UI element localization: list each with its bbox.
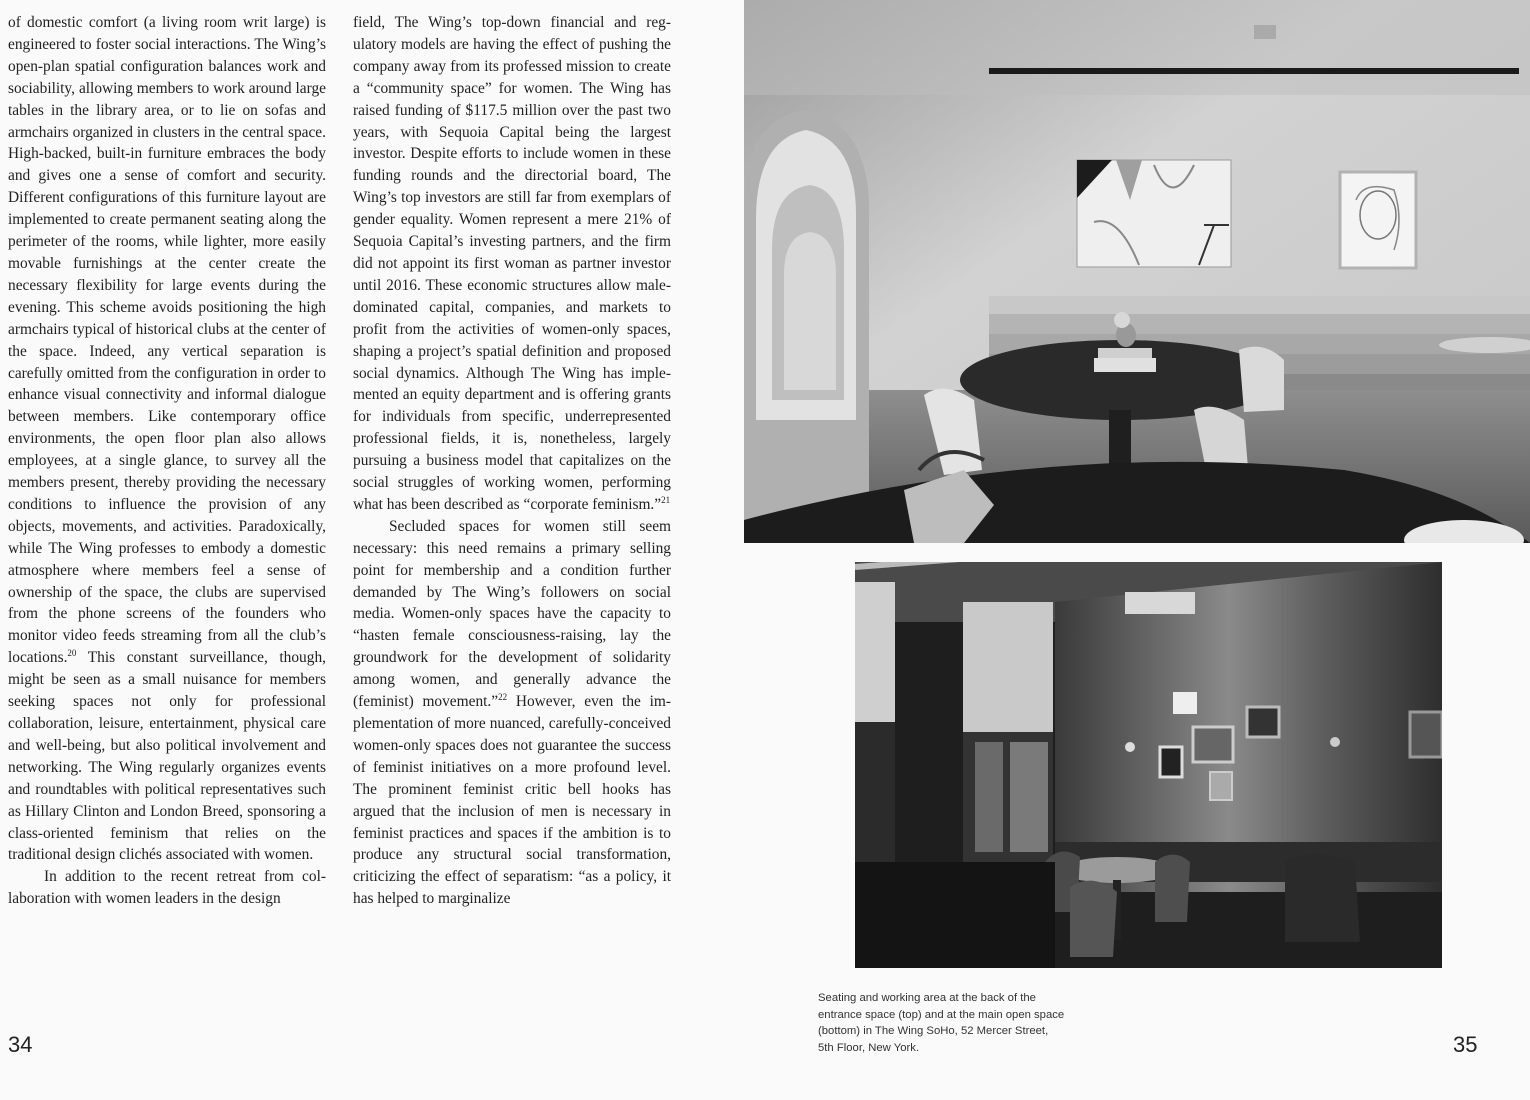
footnote-ref[interactable]: 22: [498, 692, 508, 703]
photo-top-illustration: [744, 0, 1530, 543]
footnote-ref[interactable]: 20: [67, 648, 77, 659]
page-number-right: 35: [1453, 1032, 1478, 1057]
caption-line: Seating and working area at the back of the: [818, 992, 1036, 1004]
caption-line: 5th Floor, New York.: [818, 1041, 920, 1054]
paragraph: Secluded spaces for women still seem necessary: this need remains a primary selling point for membership and a condition further demanded by The Wing’s followers on social media. Women-only spaces have the capacity to “hasten female consciousness-raising, lay the groundwork for the development of solidarity among women, and generally advance the (feminist) movement.”$^{22}$ However, even the implementation of more nuanced, carefully-conceived women-only spaces does not guarantee the success of feminist initiatives on a more profound level. The prominent feminist critic bell hooks has argued that the inclusion of men is necessary in feminist practices and spaces if the ambition is to produce any structural social transformation, criticizing the effect of separatism: “as a policy, it has helped to marginalize: [353, 517, 671, 908]
paragraph: In addition to the recent retreat from collaboration with women leaders in the design: [8, 868, 326, 908]
page-number-left: 34: [8, 1032, 33, 1057]
paragraph: field, The Wing’s top-down financial and regulatory models are having the effect of pushing the company away from its professed mission to create a “community space” for women. The Wing has raised funding of $117.5 million over the past two years, with Sequoia Capital being the largest investor. Despite efforts to include women in these funding rounds and the directorial board, The Wing’s top investors are still far from exemplars of gender equality. Women represent a mere 21% of Sequoia Capital’s investing partners, and the firm did not appoint its first woman as partner investor until 2016. These economic structures allow male-dominated capital, companies, and markets to profit from the activities of women-only spaces, shaping a project’s spatial definition and proposed social dynamics. Although The Wing has implemented an equity department and is offering grants for individuals from specific, underrepresented professional fields, it is, nonetheless, largely pursuing a business model that capitalizes on the social struggles of working women, performing what has been described as “corporate feminism.”$^{21}$: [353, 14, 671, 513]
caption-line: (bottom) in The Wing SoHo, 52 Mercer Street,: [818, 1025, 1049, 1037]
caption-line: entrance space (top) and at the main open space: [818, 1008, 1065, 1021]
text-column-2: [353, 12, 671, 910]
paragraph: of domestic comfort (a living room writ large) is engineered to foster social interactions. The Wing’s open-plan spatial configuration balances work and sociability, allowing members to work around large tables in the library area, or to lie on sofas and armchairs organized in clusters in the central space. High-backed, built-in furniture embraces the body and gives one a sense of comfort and security. Different configurations of this furniture layout are implemented to create permanent seating along the perimeter of the rooms, while lighter, more easily movable furnishings at the center create the necessary flexibility for large events during the evening. This scheme avoids positioning the high armchairs typical of historical clubs at the center of the space. Indeed, any vertical separation is carefully omitted from the configuration in order to enhance visual connectivity and informal dialogue between members. Like contemporary office environments, the open floor plan also allows employees, at a single glance, to survey all the members present, thereby providing the necessary conditions to influence the provision of any objects, movements, and activities. Paradoxically, while The Wing professes to embody a domestic atmosphere where members feel a sense of ownership of the space, the clubs are supervised from the phone screens of the founders who monitor video feeds streaming from all the club’s locations.$^{20}$ This constant surveillance, though, might be seen as a small nuisance for members seeking spaces not only for professional collaboration, leisure, entertainment, physical care and well-being, but also political involvement and networking. The Wing regularly organizes events and roundtables with political representatives such as Hillary Clinton and London Breed, sponsoring a class-oriented feminism that relies on the traditional design clichés associated with women.: [8, 14, 326, 864]
text-column-1: [8, 12, 326, 910]
photo-caption: [818, 990, 1108, 1056]
footnote-ref[interactable]: 21: [661, 494, 671, 505]
photo-top: [744, 0, 1530, 543]
photo-bottom: [855, 562, 1442, 968]
photo-bottom-illustration: [855, 562, 1442, 968]
